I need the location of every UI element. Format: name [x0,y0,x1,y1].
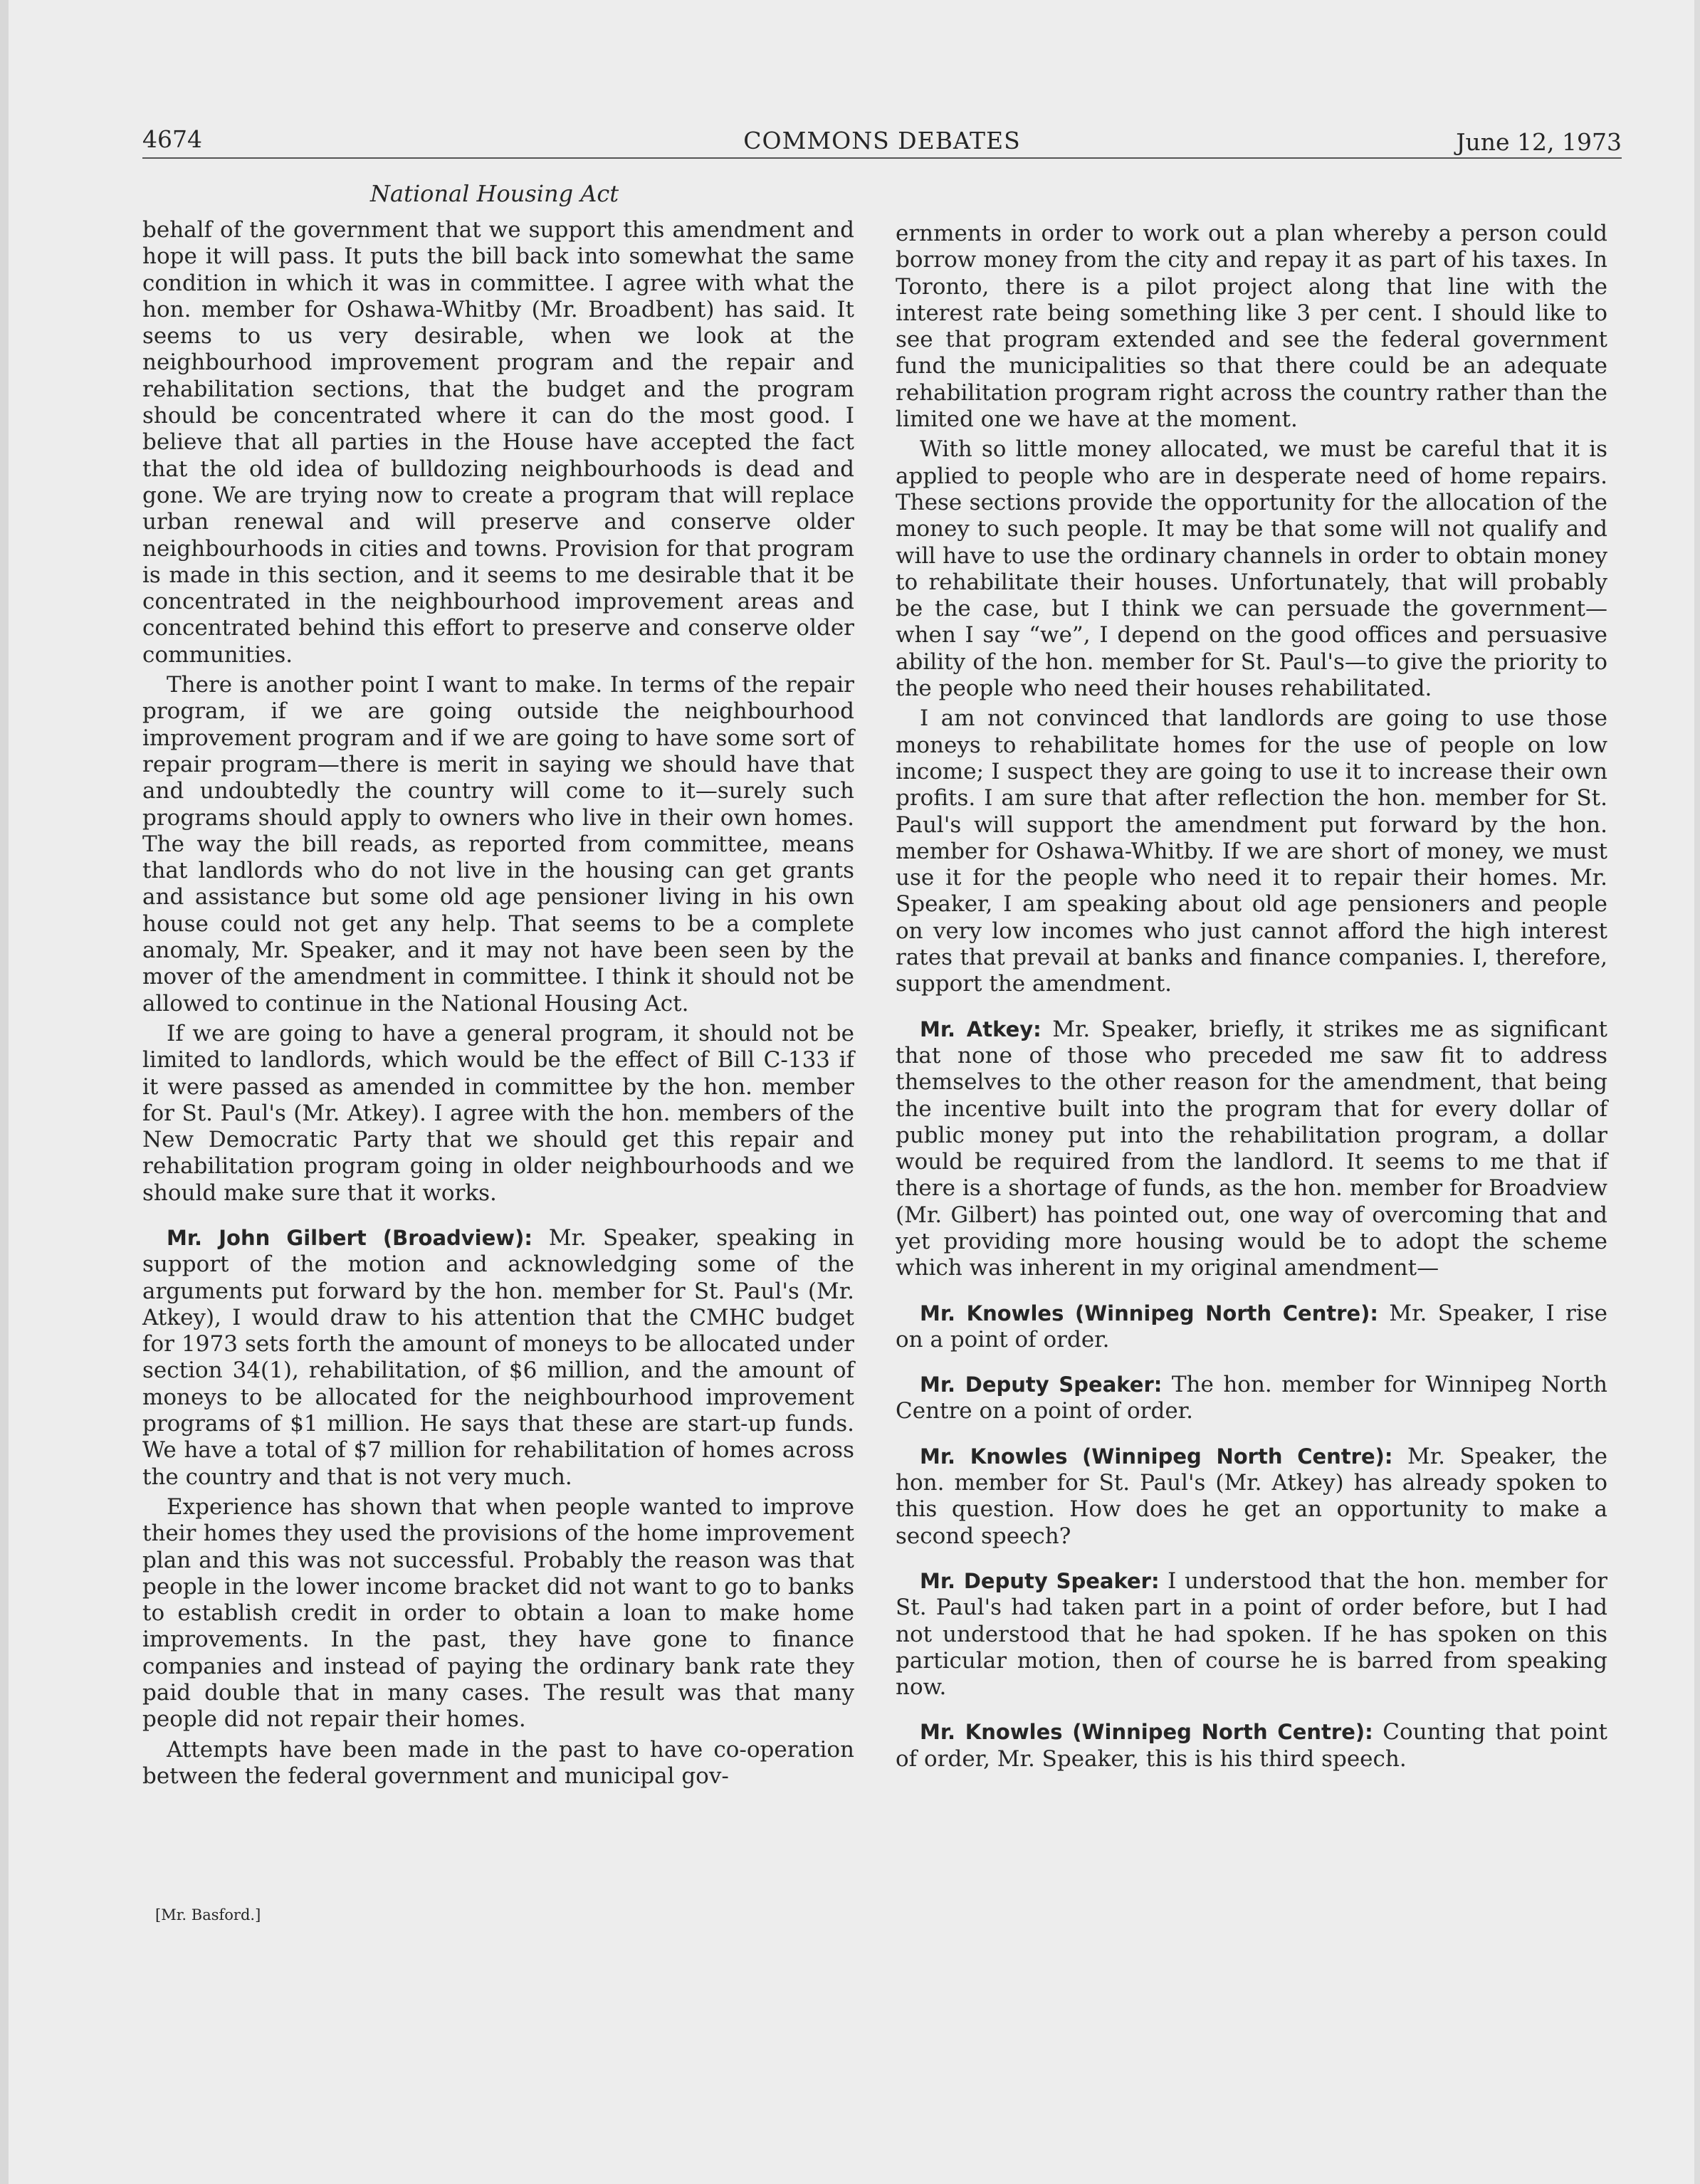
paragraph-text: Mr. Speaker, speaking in support of the motion and acknowledging some of the arguments put forward by the hon. member for St. Paul's (Mr. Atkey), I would draw to his attention that the CMHC budget for 1973 sets forth the amount of moneys to be allocated under section 34(1), rehabilitation, of $6 million, and the amount of moneys to be allocated for the neighbourhood improvement programs of $1 million. He says that these are start-up funds. We have a total of $7 million for rehabilitation of homes across the country and that is not very much. [142,1224,855,1490]
speech-paragraph [142,1225,854,1491]
section-title: National Housing Act [370,180,619,207]
speech-paragraph [896,1301,1607,1354]
paragraph-text: Attempts have been made in the past to have co-operation between the federal government and municipal gov- [142,1736,854,1789]
speech-paragraph [896,1719,1607,1773]
speaker-name: Mr. Knowles (Winnipeg North Centre): [920,1444,1393,1469]
paragraph-text: Mr. Speaker, briefly, it strikes me as significant that none of those who preceded me saw fit to address themselves to the other reason for the amendment, that being the incentive built into the program that for every dollar of public money put into the rehabilitation program, a dollar would be required from the landlord. It seems to me that if there is a shortage of funds, as the hon. member for Broadview (Mr. Gilbert) has pointed out, one way of overcoming that and yet providing more housing would be to adopt the scheme which was inherent in my original amendment— [896,1016,1607,1281]
paragraph [142,672,854,1017]
paragraph [142,217,854,668]
paragraph-text: ernments in order to work out a plan whereby a person could borrow money from the city and repay it as part of his taxes. In Toronto, there is a pilot project along that line with the interest rate being something like 3 per cent. I should like to see that program extended and see the federal government fund the municipalities so that there could be an adequate rehabilitation program right across the country rather than the limited one we have at the moment. [896,221,1607,433]
paragraph-text: Experience has shown that when people wanted to improve their homes they used the provisions of the home improvement plan and this was not successful. Probably the reason was that people in the lower income bracket did not want to go to banks to establish credit in order to obtain a loan to make home improvements. In the past, they have gone to finance companies and instead of paying the ordinary bank rate they paid double that in many cases. The result was that many people did not repair their homes. [142,1493,854,1733]
speaker-name: Mr. John Gilbert (Broadview): [167,1225,532,1250]
paragraph-text: Mr. Speaker, the hon. member for St. Paul's (Mr. Atkey) has already spoken to this question. How does he get an opportunity to make a second speech? [896,1443,1608,1549]
paragraph [896,221,1607,433]
page-edge-right [1694,0,1700,2184]
paragraph [896,436,1607,702]
speaker-name: Mr. Knowles (Winnipeg North Centre): [920,1720,1373,1745]
paragraph-text: The hon. member for Winnipeg North Centre on a point of order. [896,1372,1607,1424]
speaker-name: Mr. Deputy Speaker: [920,1568,1160,1593]
paragraph-text: Mr. Speaker, I rise on a point of order. [896,1300,1608,1353]
paragraph-text: I understood that the hon. member for St. Paul's had taken part in a point of order before, but I had not understood that he had spoken. If he has spoken on this particular motion, then of course he is barred from speaking now. [896,1568,1607,1701]
paragraph-text: With so little money allocated, we must be careful that it is applied to people who are in desperate need of home repairs. These sections provide the opportunity for the allocation of the money to such people. It may be that some will not qualify and will have to use the ordinary channels in order to obtain money to rehabilitate their houses. Unfortunately, that will probably be the case, but I think we can persuade the government—when I say “we”, I depend on the good offices and persuasive ability of the hon. member for St. Paul's—to give the priority to the people who need their houses rehabilitated. [896,436,1607,702]
publication-date: June 12, 1973 [1456,128,1622,156]
paragraph [142,1494,854,1733]
speech-paragraph [896,1444,1607,1550]
page-header [142,122,1622,155]
paragraph [896,705,1607,997]
paragraph-text: I am not convinced that landlords are going to use those moneys to rehabilitate homes for the use of people on low income; I suspect they are going to use it to increase their own profits. I am sure that after reflection the hon. member for St. Paul's will support the amendment put forward by the hon. member for Oshawa-Whitby. If we are short of money, we must use it for the people who need it to repair their homes. Mr. Speaker, I am speaking about old age pensioners and people on very low incomes who just cannot afford the high interest rates that prevail at banks and finance companies. I, therefore, support the amendment. [896,705,1607,997]
footnote: [Mr. Basford.] [155,1906,261,1923]
speaker-name: Mr. Deputy Speaker: [920,1372,1163,1397]
page-number: 4674 [142,125,202,153]
speech-paragraph [896,1372,1607,1425]
left-column [142,217,854,1793]
paragraph [142,1737,854,1790]
header-rule [142,157,1622,159]
speaker-name: Mr. Knowles (Winnipeg North Centre): [920,1301,1379,1325]
paragraph-text: behalf of the government that we support this amendment and hope it will pass. It puts the bill back into somewhat the same condition in which it was in committee. I agree with what the hon. member for Oshawa-Whitby (Mr. Broadbent) has said. It seems to us very desirable, when we look at the neighbourhood improvement program and the repair and rehabilitation sections, that the budget and the program should be concentrated where it can do the most good. I believe that all parties in the House have accepted the fact that the old idea of bulldozing neighbourhoods is dead and gone. We are trying now to create a program that will replace urban renewal and will preserve and conserve older neighbourhoods in cities and towns. Provision for that program is made in this section, and it seems to me desirable that it be concentrated in the neighbourhood improvement areas and concentrated behind this effort to preserve and conserve older communities. [142,217,854,668]
speech-paragraph [896,1568,1607,1701]
paragraph-text: If we are going to have a general program, it should not be limited to landlords, which would be the effect of Bill C-133 if it were passed as amended in committee by the hon. member for St. Paul's (Mr. Atkey). I agree with the hon. members of the New Democratic Party that we should get this repair and rehabilitation program going in older neighbourhoods and we should make sure that it works. [142,1020,854,1206]
speaker-name: Mr. Atkey: [920,1017,1041,1041]
paragraph [142,1021,854,1207]
paragraph-text: Counting that point of order, Mr. Speaker, this is his third speech. [896,1719,1608,1772]
page-edge-left [0,0,9,2184]
publication-title: COMMONS DEBATES [743,127,1021,154]
right-column [896,221,1607,1776]
paragraph-text: There is another point I want to make. In terms of the repair program, if we are going outside the neighbourhood improvement program and if we are going to have some sort of repair program—there is merit in saying we should have that and undoubtedly the country will come to it—surely such programs should apply to owners who live in their own homes. The way the bill reads, as reported from committee, means that landlords who do not live in the housing can get grants and assistance but some old age pensioner living in his own house could not get any help. That seems to be a complete anomaly, Mr. Speaker, and it may not have been seen by the mover of the amendment in committee. I think it should not be allowed to continue in the National Housing Act. [142,672,854,1017]
speech-paragraph [896,1017,1607,1282]
